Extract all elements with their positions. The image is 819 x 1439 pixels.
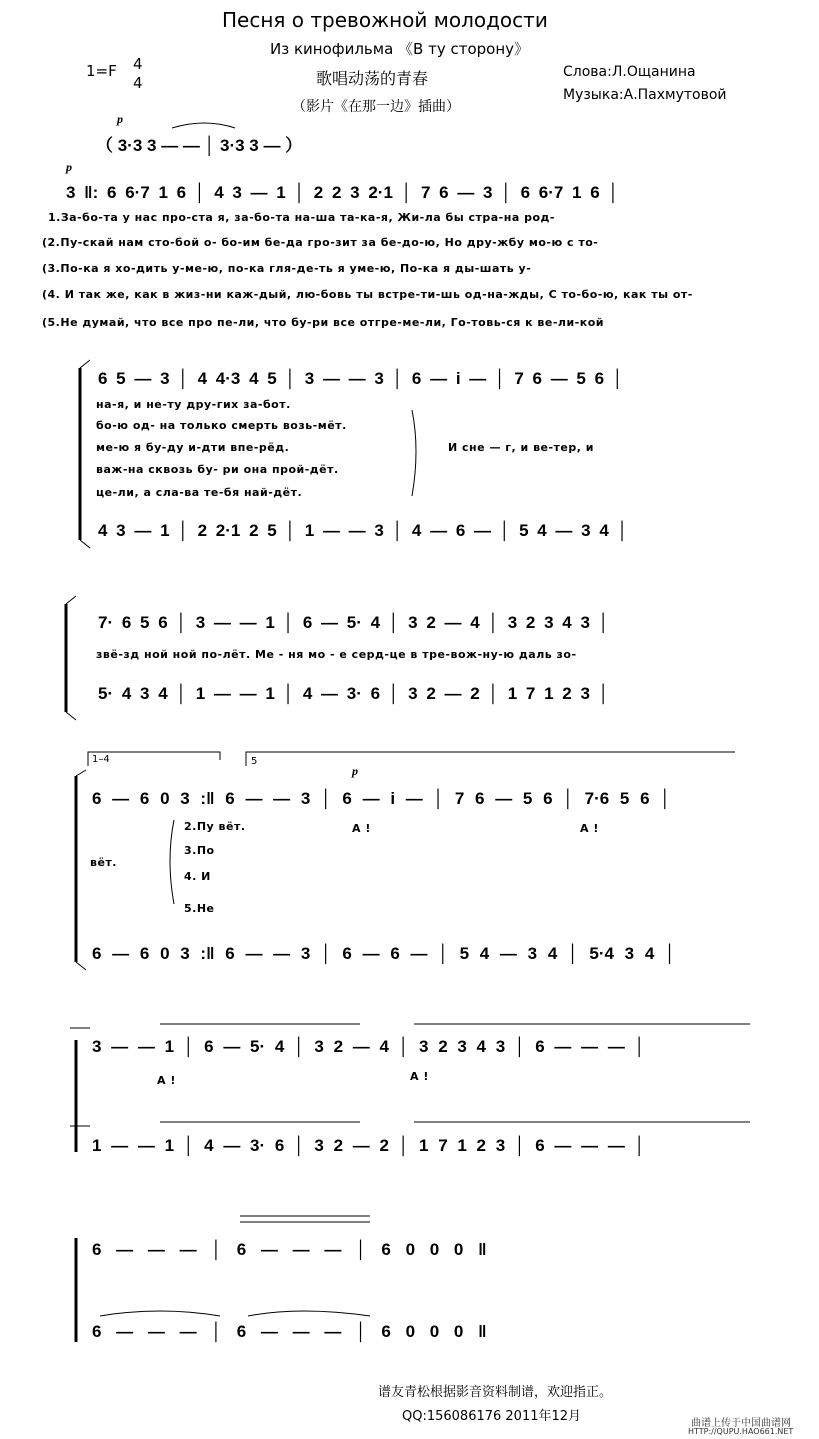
system2-verse-2: бо-ю од- на только смерть возь-мёт.: [96, 419, 347, 432]
contact-date: QQ:156086176 2011年12月: [402, 1409, 582, 1424]
song-title: Песня о тревожной молодости: [222, 8, 548, 32]
system3-lyrics: звё-зд ной ной по-лёт. Ме - ня мо - е серд-це в тре-вож-ну-ю даль зо-: [96, 648, 577, 661]
system1-notes: 3 ‖: 6 6·7 1 6 │ 4 3 — 1 │ 2 2 3 2·1 │ 7 6 — 3 │ 6 6·7 1 6 │: [66, 183, 620, 202]
song-subtitle: Из кинофильма 《В ту сторону》: [270, 40, 530, 58]
system2-upper-notes: 6 5 — 3 │ 4 4·3 4 5 │ 3 — — 3 │ 6 — i — │ 7 6 — 5 6 │: [98, 369, 624, 388]
system2-lower-notes: 4 3 — 1 │ 2 2·1 2 5 │ 1 — — 3 │ 4 — 6 — │ 5 4 — 3 4 │: [98, 521, 629, 540]
volta-1-4: 1–4: [92, 754, 110, 765]
system5-upper-notes: 3 — — 1 │ 6 — 5· 4 │ 3 2 — 4 │ 3 2 3 4 3 │ 6 — — — │: [92, 1037, 646, 1056]
ah-lyric: А !: [580, 822, 599, 835]
return-verse-2: 2.Пу вёт.: [184, 820, 246, 833]
composer: Музыка:А.Пахмутовой: [563, 87, 727, 103]
system5-lower-notes: 1 — — 1 │ 4 — 3· 6 │ 3 2 — 2 │ 1 7 1 2 3 │ 6 — — — │: [92, 1136, 646, 1155]
system4-upper-notes: 6 — 6 0 3 :‖ 6 — — 3 │ 6 — i — │ 7 6 — 5 6 │ 7·6 5 6 │: [92, 789, 671, 808]
intro-line: （ 3·3 3 — — │ 3·3 3 — ）: [96, 136, 303, 155]
ah-lyric: А !: [157, 1074, 176, 1087]
key-signature: 1=F: [86, 62, 117, 80]
verse-line-5: (5.Не думай, что все про пе-ли, что бу-ри все отгре-ме-ли, Го-товь-ся к ве-ли-кой: [42, 316, 604, 329]
credit-note: 谱友青松根据影音资料制谱，欢迎指正。: [378, 1385, 613, 1400]
return-verse-5: 5.Не: [184, 902, 215, 915]
verse-line-4: (4. И так же, как в жиз-ни каж-дый, лю-бовь ты встре-ти-шь од-на-жды, С то-бо-ю, как ты от-: [42, 288, 693, 301]
chinese-title: 歌唱动荡的青春: [316, 69, 429, 88]
volta-5: 5: [251, 756, 258, 767]
dynamic-marking: p: [352, 764, 358, 778]
system2-verse-4: важ-на сквозь бу- ри она прой-дёт.: [96, 463, 339, 476]
chinese-subtitle: （影片《在那一边》插曲）: [292, 99, 460, 115]
ah-lyric: А !: [352, 822, 371, 835]
system6-upper-notes: 6 — — — │ 6 — — — │ 6 0 0 0 ‖: [92, 1240, 487, 1259]
dynamic-marking: p: [117, 112, 123, 126]
system3-lower-notes: 5· 4 3 4 │ 1 — — 1 │ 4 — 3· 6 │ 3 2 — 2 │ 1 7 1 2 3 │: [98, 684, 610, 703]
verse-line-3: (3.По-ка я хо-дить у-ме-ю, по-ка гля-де-ть я уме-ю, По-ка я ды-шать у-: [42, 262, 532, 275]
time-signature-top: 4: [133, 55, 143, 73]
ending-lyric: вёт.: [90, 856, 117, 869]
system2-verse-5: це-ли, а сла-ва те-бя най-дёт.: [96, 486, 303, 499]
system3-upper-notes: 7· 6 5 6 │ 3 — — 1 │ 6 — 5· 4 │ 3 2 — 4 │ 3 2 3 4 3 │: [98, 613, 610, 632]
watermark-site: 曲谱上传于中国曲谱网: [691, 1418, 791, 1429]
watermark-url: HTTP://QUPU.HAO661.NET: [688, 1427, 794, 1436]
system4-lower-notes: 6 — 6 0 3 :‖ 6 — — 3 │ 6 — 6 — │ 5 4 — 3 4 │ 5·4 3 4 │: [92, 944, 676, 963]
verse-line-2: (2.Пу-скай нам сто-бой о- бо-им бе-да гро-зит за бе-до-ю, Но дру-жбу мо-ю с то-: [42, 236, 599, 249]
system6-lower-notes: 6 — — — │ 6 — — — │ 6 0 0 0 ‖: [92, 1322, 487, 1341]
time-signature-bottom: 4: [133, 74, 143, 92]
system2-verse-1: на-я, и не-ту дру-гих за-бот.: [96, 398, 291, 411]
lyricist: Слова:Л.Ощанина: [563, 64, 696, 80]
refrain-lyric: И сне — г, и ве-тер, и: [448, 441, 594, 454]
return-verse-4: 4. И: [184, 870, 211, 883]
ah-lyric: А !: [410, 1070, 429, 1083]
system2-verse-3: ме-ю я бу-ду и-дти впе-рёд.: [96, 441, 290, 454]
dynamic-marking: p: [66, 160, 72, 174]
verse-line-1: 1.За-бо-та у нас про-ста я, за-бо-та на-ша та-ка-я, Жи-ла бы стра-на род-: [48, 211, 555, 224]
return-verse-3: 3.По: [184, 844, 215, 857]
